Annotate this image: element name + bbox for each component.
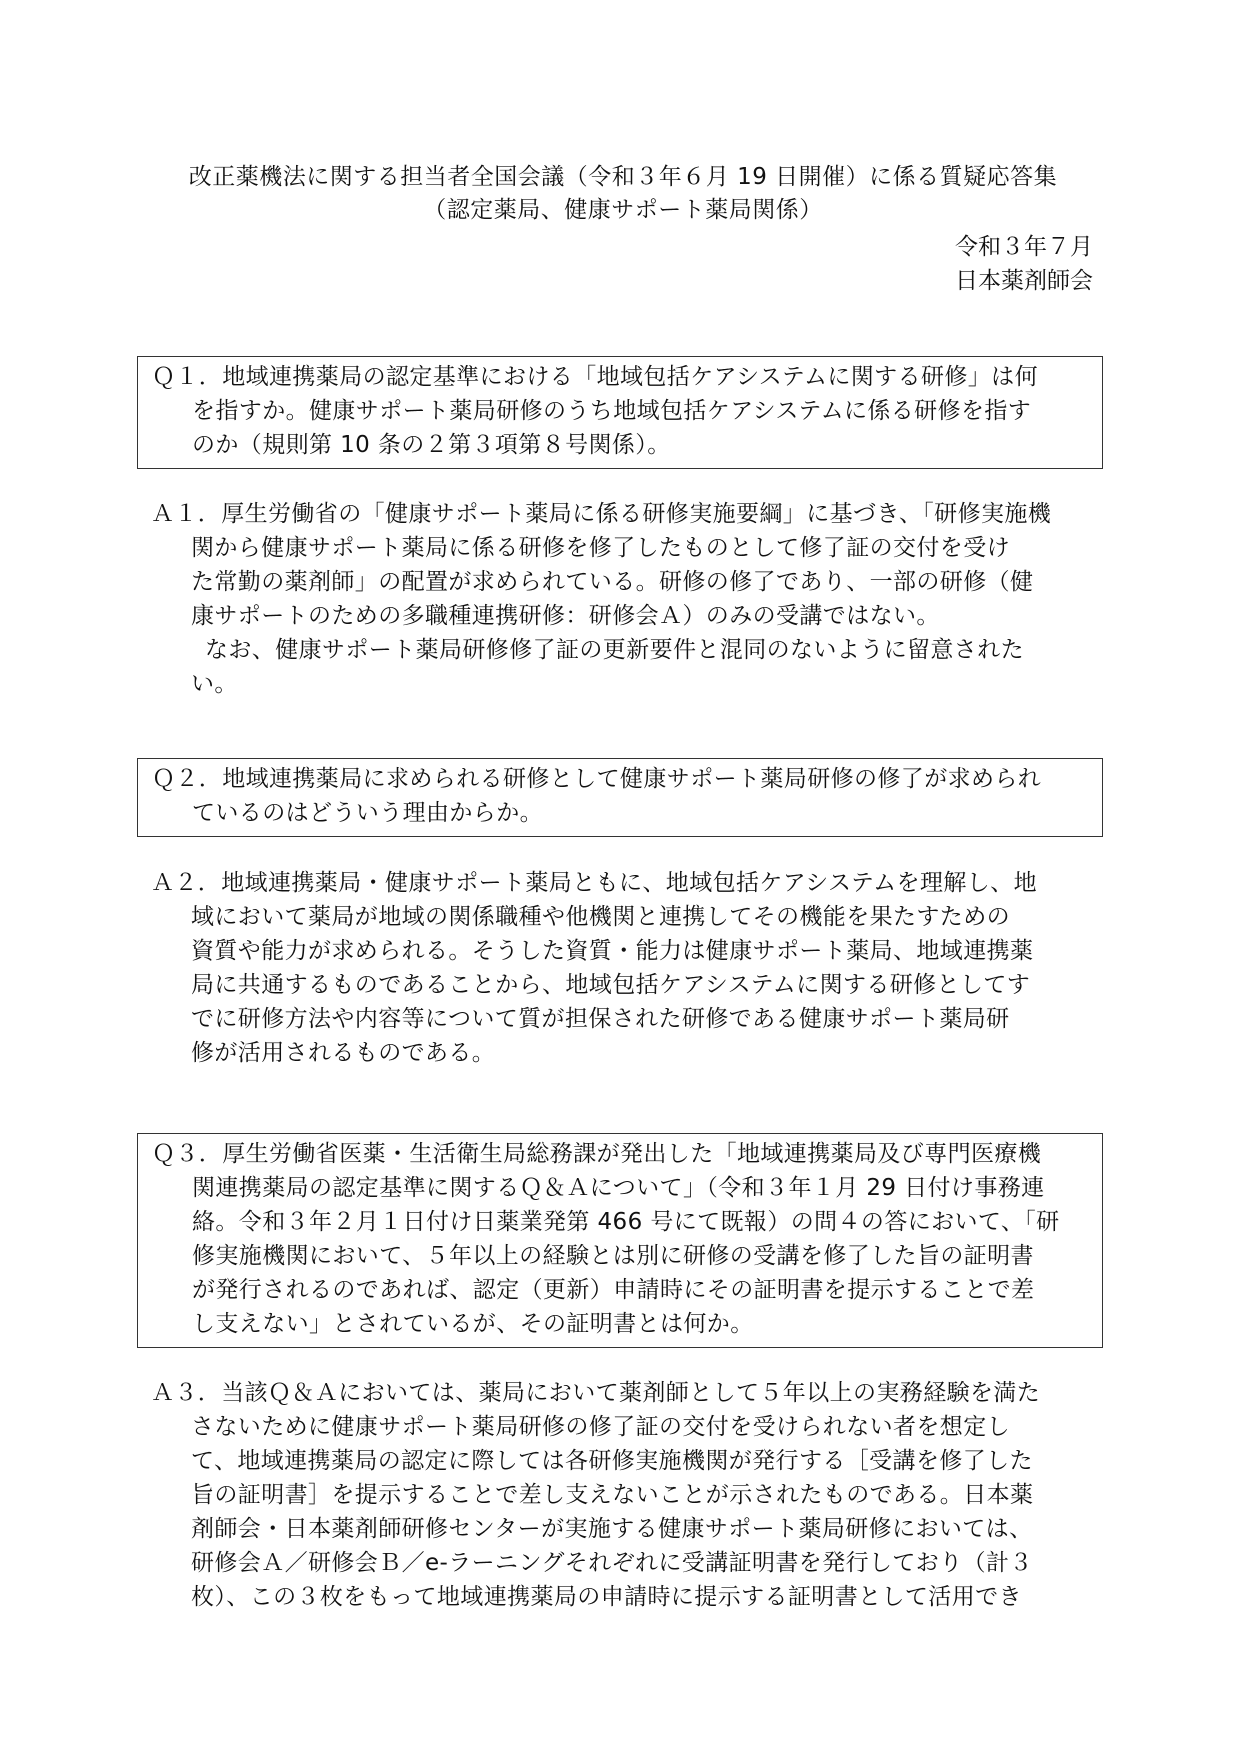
answer-line: 研修会Ａ／研修会Ｂ／e-ラーニングそれぞれに受講証明書を発行しており（計３ — [191, 1550, 1033, 1576]
answer-line: なお、健康サポート薬局研修修了証の更新要件と混同のないように留意された — [205, 637, 1024, 663]
answer-line: た常勤の薬剤師」の配置が求められている。研修の修了であり、一部の研修（健 — [191, 569, 1034, 595]
answer-line: い。 — [191, 671, 238, 697]
answer-line: 関から健康サポート薬局に係る研修を修了したものとして修了証の交付を受け — [191, 535, 1010, 561]
question-line: ているのはどういう理由からか。 — [192, 800, 543, 826]
issue-date: 令和３年７月 — [955, 234, 1093, 260]
question-line: 関連携薬局の認定基準に関するＱ＆Ａについて」（令和３年１月 29 日付け事務連 — [192, 1175, 1045, 1201]
answer-3 — [151, 1376, 1103, 1614]
title-line-1: 改正薬機法に関する担当者全国会議（令和３年６月 19 日開催）に係る質疑応答集 — [188, 164, 1058, 190]
document-meta — [955, 230, 1093, 298]
answer-line: 旨の証明書］を提示することで差し支えないことが示されたものである。日本薬 — [191, 1482, 1034, 1508]
answer-line: 資質や能力が求められる。そうした資質・能力は健康サポート薬局、地域連携薬 — [191, 938, 1034, 964]
question-line: Ｑ１．地域連携薬局の認定基準における「地域包括ケアシステムに関する研修」は何 — [152, 364, 1038, 390]
answer-line: 域において薬局が地域の関係職種や他機関と連携してその機能を果たすための — [191, 904, 1010, 930]
answer-1 — [151, 497, 1103, 701]
answer-line: Ａ３．当該Ｑ＆Ａにおいては、薬局において薬剤師として５年以上の実務経験を満た — [151, 1380, 1041, 1406]
title-line-2: （認定薬局、健康サポート薬局関係） — [423, 197, 823, 223]
question-line: が発行されるのであれば、認定（更新）申請時にその証明書を提示することで差 — [192, 1277, 1035, 1303]
question-line: Ｑ３．厚生労働省医薬・生活衛生局総務課が発出した「地域連携薬局及び専門医療機 — [152, 1141, 1042, 1167]
answer-line: 康サポートのための多職種連携研修：研修会Ａ）のみの受講ではない。 — [191, 603, 940, 629]
answer-line: Ａ１．厚生労働省の「健康サポート薬局に係る研修実施要綱」に基づき、「研修実施機 — [151, 501, 1052, 527]
document-title — [140, 161, 1106, 227]
question-2-box — [137, 758, 1103, 837]
issuing-organization: 日本薬剤師会 — [955, 268, 1093, 294]
answer-2 — [151, 866, 1103, 1070]
question-3-box — [137, 1133, 1103, 1348]
answer-line: 修が活用されるものである。 — [191, 1040, 496, 1066]
answer-line: 枚）、この３枚をもって地域連携薬局の申請時に提示する証明書として活用でき — [191, 1584, 1022, 1610]
answer-line: でに研修方法や内容等について質が担保された研修である健康サポート薬局研 — [191, 1006, 1010, 1032]
question-line: 修実施機関において、５年以上の経験とは別に研修の受講を修了した旨の証明書 — [192, 1243, 1034, 1269]
question-line: を指すか。健康サポート薬局研修のうち地域包括ケアシステムに係る研修を指す — [192, 398, 1032, 424]
question-line: Ｑ２．地域連携薬局に求められる研修として健康サポート薬局研修の修了が求められ — [152, 766, 1042, 792]
question-line: 絡。令和３年２月１日付け日薬業発第 466 号にて既報）の問４の答において、「研 — [192, 1209, 1060, 1235]
question-1-box — [137, 356, 1103, 469]
answer-line: さないために健康サポート薬局研修の修了証の交付を受けられない者を想定し — [191, 1414, 1010, 1440]
question-line: し支えない」とされているが、その証明書とは何か。 — [192, 1311, 754, 1337]
answer-line: て、地域連携薬局の認定に際しては各研修実施機関が発行する［受講を修了した — [191, 1448, 1033, 1474]
answer-line: 局に共通するものであることから、地域包括ケアシステムに関する研修としてす — [191, 972, 1031, 998]
answer-line: 剤師会・日本薬剤師研修センターが実施する健康サポート薬局研修においては、 — [191, 1516, 1033, 1542]
answer-line: Ａ２．地域連携薬局・健康サポート薬局ともに、地域包括ケアシステムを理解し、地 — [151, 870, 1037, 896]
question-line: のか（規則第 10 条の２第３項第８号関係）。 — [192, 432, 671, 458]
